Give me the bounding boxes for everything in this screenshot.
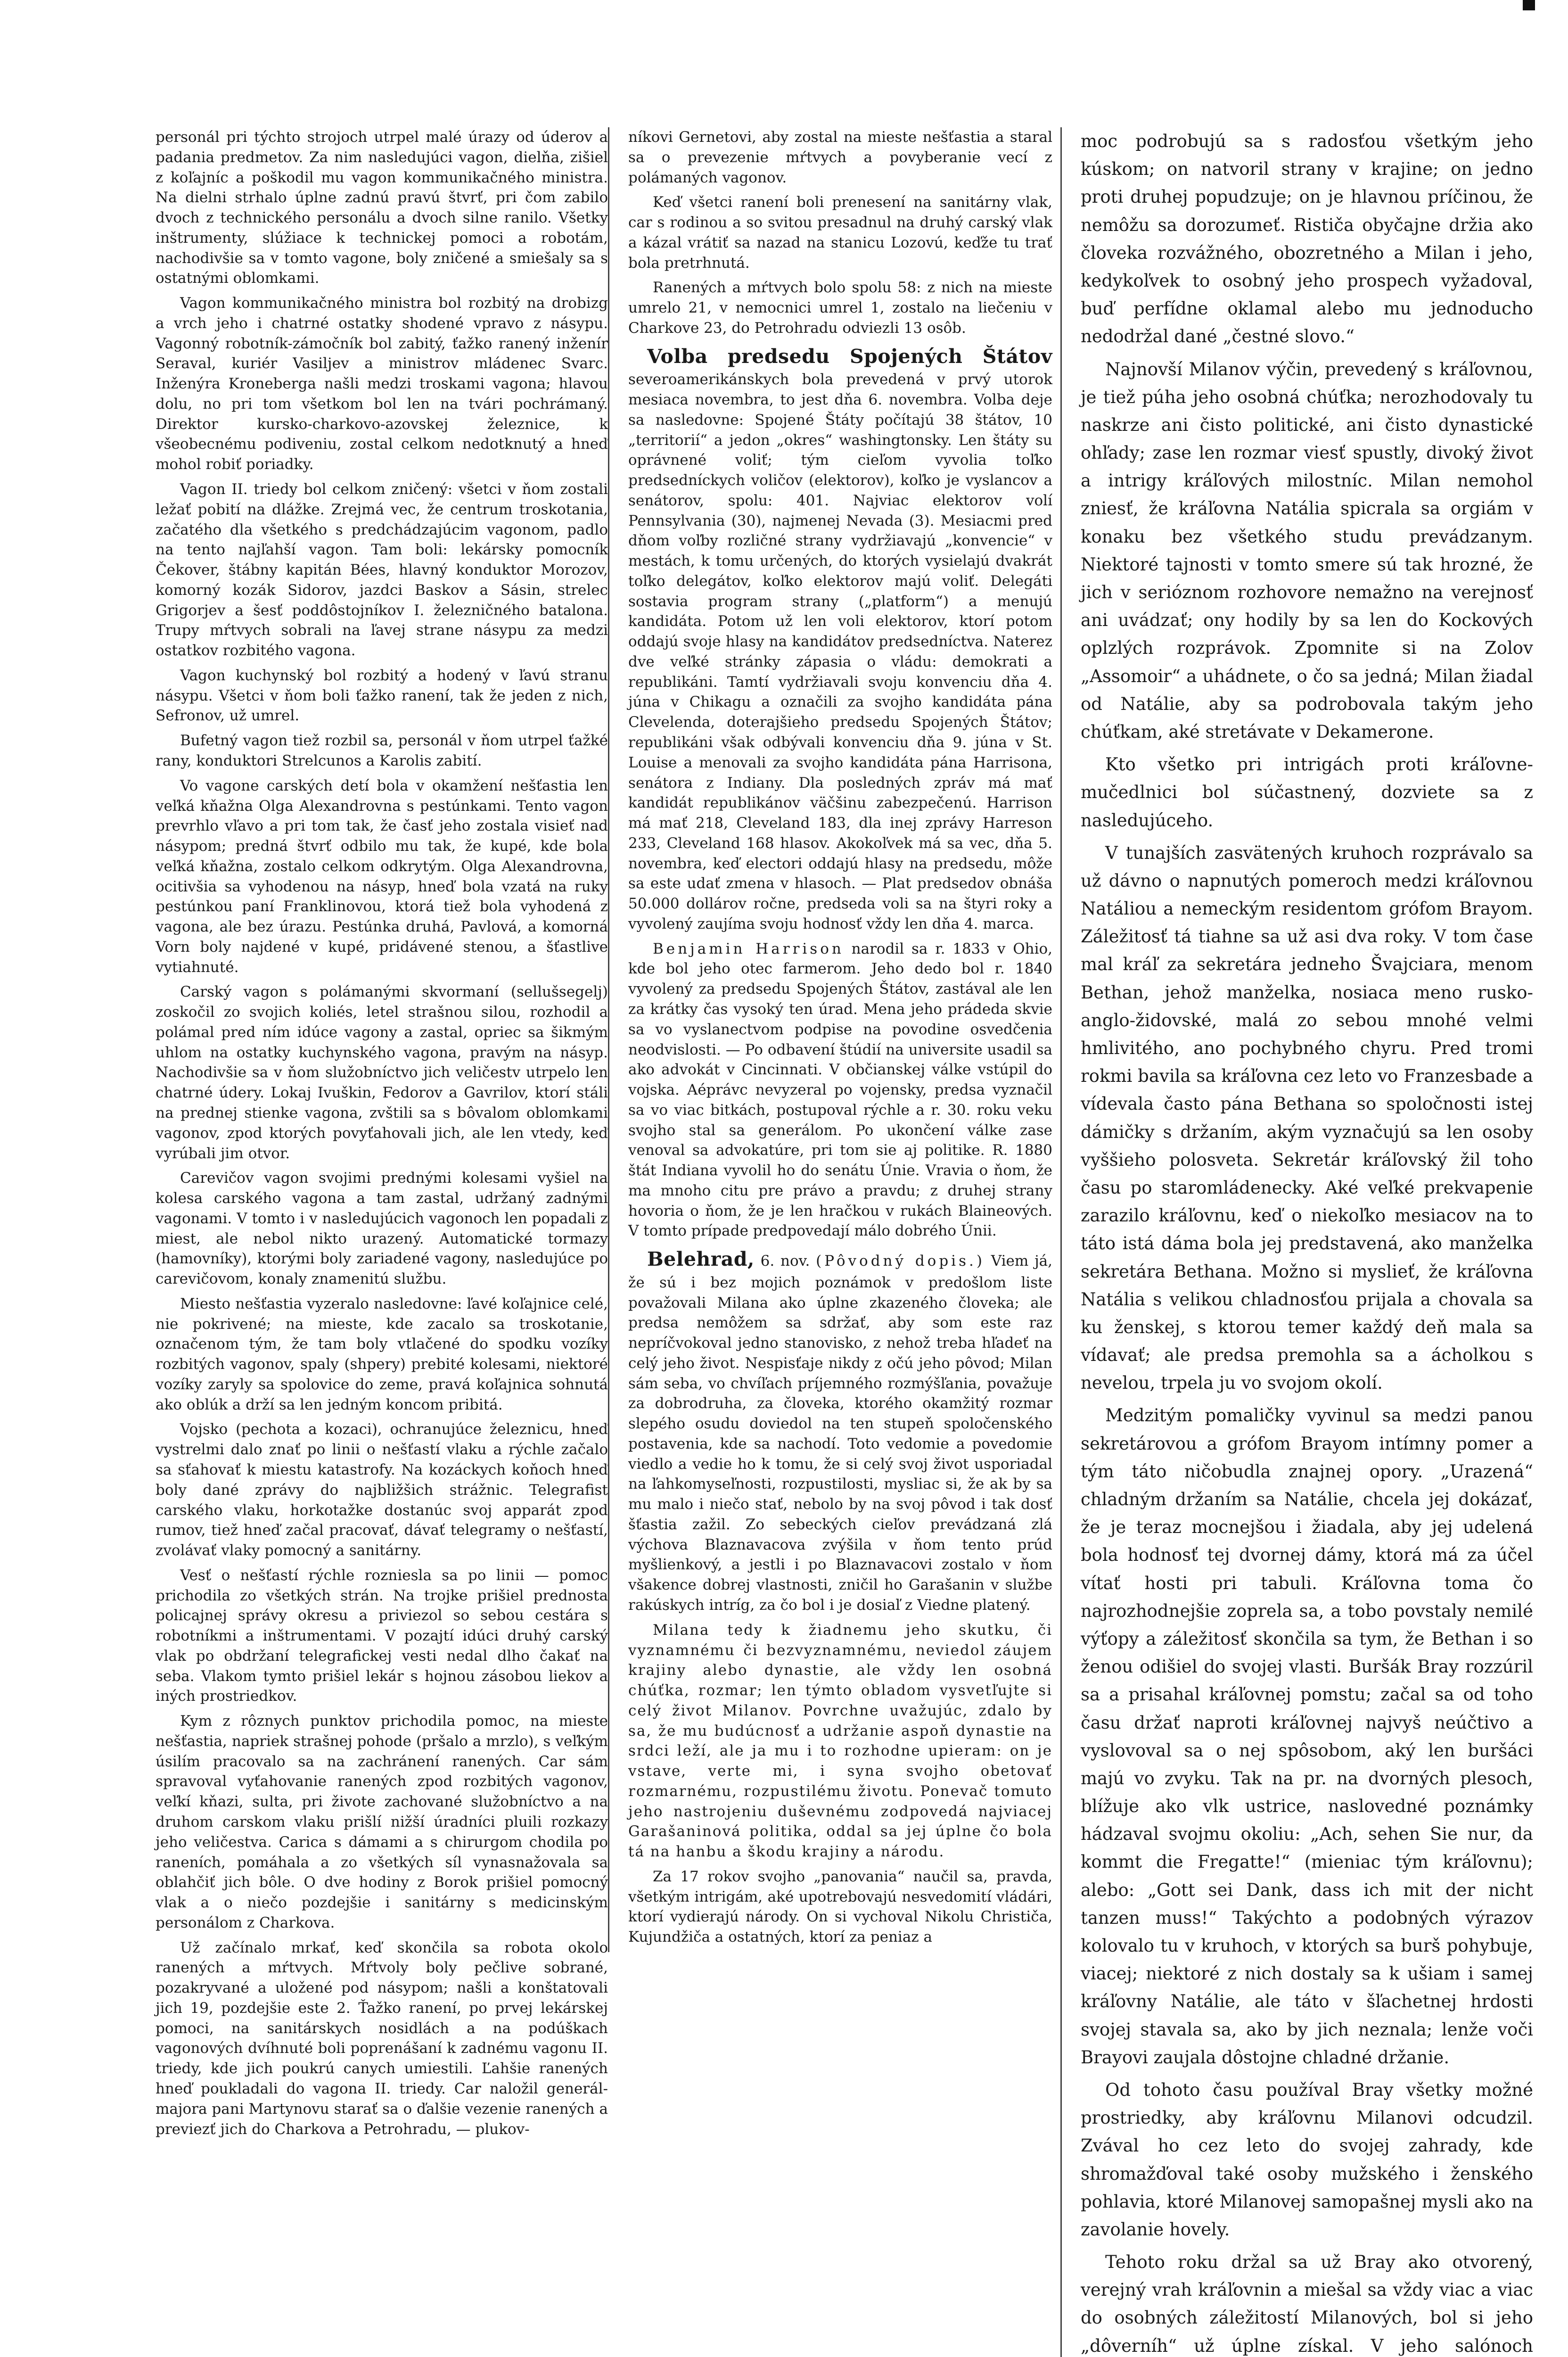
article-paragraph: Medzitým pomaličky vyvinul sa medzi panou sekretárovou a grófom Brayom intímny pomer a tým táto ničobudla znajnej opory. „Urazená“ chladným držaním sa Natálie, chcela jej dokázať, že je teraz mocnejšou i žiadala, aby jej udelená bola hodnosť tej dvornej dámy, ktorá má za účel vítať hosti pri tabuli. Kráľovna toma čo najrozhodnejšie zoprela sa, a tobo povstaly nemilé výťopy a záležitosť skončila sa tym, že Bethan i so ženou odišiel do svojej vlasti. Buršák Bray rozzúril sa a prisahal kráľovnej pomstu; začal sa od toho času držať naproti kráľovnej najvyš neúčtivo a vyslovoval sa o nej spôsobom, aký len buršáci majú vo zvyku. Tak na pr. na dvorných plesoch, blížuje ako vlk ustrice, naslovedné poznámky hádzaval svojmu okoliu: „Ach, sehen Sie nur, da kommt die Fregatte!“ (mieniac tým kráľovnu); alebo: „Gott sei Dank, dass ich mit der nicht tanzen muss!“ Takýchto a podobných výrazov kolovalo tu v kruhoch, v ktorých sa burš pohybuje, viacej; niektoré z nich dostaly sa k ušiam i samej kráľovny Natálie, ale táto v šľachetnej hrdosti svojej stavala sa, ako by jich neznala; lenže voči Brayovi zaujala dôstojne chladné držanie. <box>1081 1405 1533 2068</box>
article-paragraph: Za 17 rokov svojho „panovania“ naučil sa, pravda, všetkým intrigám, aké upotrebovajú nesvedomití vládári, ktorí vydierajú národy. On si vychoval Nikolu Christiča, Kujundžiča a ostatných, ktorí za peniaz a <box>628 1868 1052 1946</box>
article-paragraph: Vesť o nešťastí rýchle rozniesla sa po linii — pomoc prichodila zo všetkých strán. Na trojke prišiel prednosta policajnej správy okresu a priviezol so sebou cestára s robotníkmi a inštrumentami. V pozajtí idúci druhý carský vlak po obdržaní telegrafickej vesti nedal dlho čakať na seba. Vlakom tymto prišiel lekár s hojnou zásobou liekov a iných prostriedkov. <box>156 1566 608 1705</box>
article-paragraph: Keď všetci ranení boli prenesení na sanitárny vlak, car s rodinou a so svitou presadnul na druhý carský vlak a kázal vrátiť sa nazad na stanicu Lozovú, keďže tu trať bola pretrhnutá. <box>628 194 1052 272</box>
dateline-city: Belehrad, <box>647 1248 755 1271</box>
article-paragraph: personál pri týchto strojoch utrpel malé úrazy od úderov a padania predmetov. Za nim nasledujúci vagon, dielňa, zišiel z koľajníc a poškodil mu vagon kommunikačného ministra. Na dielni strhalo úplne zadnú pravú štvrť, pri čom zabilo dvoch z technického personálu a dvoch silne ranilo. Všetky inštrumenty, slúžiace k technickej pomoci a robotám, nachodivšie sa v tomto vagone, boly zničené a smiešaly sa s ostatnými oblomkami. <box>156 129 608 287</box>
article-paragraph: Od tohoto času používal Bray všetky možné prostriedky, aby kráľovnu Milanovi odcudzil. Zvával ho cez leto do svojej zahrady, kde shromažďoval také osoby mužského i ženského pohlavia, ktoré Milanovej samopašnej mysli ako na zavolanie hovely. <box>1081 2079 1533 2240</box>
article-paragraph: Vagon kuchynský bol rozbitý a hodený v ľavú stranu násypu. Všetci v ňom boli ťažko ranení, tak že jeden z nich, Sefronov, už umrel. <box>156 667 608 725</box>
article-paragraph: Tehoto roku držal sa už Bray ako otvorený, verejný vrah kráľovnin a miešal sa vždy viac a viac do osobných záležitostí Milanových, bol si jeho „dôverníh“ už úplne získal. V jeho salónoch <box>1081 2252 1533 2356</box>
article-paragraph: Už začínalo mrkať, keď skončila sa robota okolo ranených a mŕtvych. Mŕtvoly boly pečlive sobrané, pozakryvané a uložené pod násypom; našli a konštatovali jich 19, pozdejšie este 2. Ťažko ranení, po prvej lekárskej pomoci, na sanitárskych nosidlách a na podúškach vagonových dvíhnuté boli poprenášaní k zadnému vagonu II. triedy, kde jich poukrú canych umiestili. Ľahšie ranených hneď poukladali do vagona II. triedy. Car naložil generál-majora pani Martynovu starať sa o ďalšie vezenie ranených a previezť jich do Charkova a Petrohradu, — plukov- <box>156 1939 608 2138</box>
dateline-date: 6. nov. <box>760 1253 810 1270</box>
article-paragraph: V tunajších zasvätených kruhoch rozprávalo sa už dávno o napnutých pomeroch medzi kráľovnou Natáliou a nemeckým residentom grófom Brayom. Záležitosť tá tiahne sa už asi dva roky. V tom čase mal kráľ za sekretára jedneho Švajciara, menom Bethan, jehož manželka, nosiaca meno rusko-anglo-židovské, malá zo sebou mnohé velmi hmlivitého, ano pochybného chyru. Pred tromi rokmi bavila sa kráľovna cez leto vo Franzesbade a vídevala často pána Bethana so spoločnosti istej dámičky s držaním, akým vyznačujú sa len osoby vyššieho polosveta. Sekretár kráľovský žil toho času po staromládenecky. Aké veľké prekvapenie zarazilo kráľovnu, keď o niekoľko mesiacov na to táto istá dáma bola jej predstavená, ako manželka sekretára Bethana. Možno si myslieť, že kráľovna Natália s velikou chladnosťou prijala a chovala sa ku ženskej, s ktorou temer každý deň mala sa vídavať; ale predsa premohla sa a ácholkou s nevelou, trpela ju vo svojom okolí. <box>1081 842 1533 1393</box>
article-body: severoamerikánskych bola prevedená v prvý utorok mesiaca novembra, to jest dňa 6. novembra. Volba deje sa nasledovne: Spojené Štáty počítajú 38 štátov, 10 „territorií“ a jedon „okres“ washingtonsky. Len štáty su oprávnené voliť; tým cieľom vyvolia toľko predsedníckych voličov (elektorov), koľko je vyslancov a senátorov, spolu: 401. Najviac elektorov volí Pennsylvania (30), najmenej Nevada (3). Mesiacmi pred dňom voľby rozličné strany vydržiavajú „konvencie“ v mestách, k tomu určených, do ktorých vysielajú dvakrát toľko delegátov, koľko elektorov majú voliť. Delegáti sostavia program strany („platform“) a menujú kandidáta. Potom už len voli elektorov, ktorí potom oddajú svoje hlasy na kandidátov predsedníctva. Naterez dve veľké stránky zápasia o vládu: demokrati a republikáni. Tamtí vydržiavali svoju konvenciu dňa 4. júna v Chikagu a označili za svojho kandidáta pána Clevelenda, doterajšieho predsedu Spojených Štátov; republikáni však odbývali konvenciu dňa 9. júna v St. Louise a menovali za svojho kandidáta pána Harrisona, senátora z Indiany. Dla posledných zpráv má mať kandidát republikánov väčšinu zabezpečenú. Harrison má mať 218, Cleveland 183, dla inej zprávy Harreson 233, Cleveland 168 hlasov. Akokoľvek má sa vec, dňa 5. novembra, keď electori oddajú hlasy na predsedu, môže sa este udať zmena v hlasoch. — Plat predsedov obnáša 50.000 dollárov ročne, predseda voli sa na štyri roky a vyvolený zaujíma svoju hodnosť vždy len dňa 4. marca. <box>628 371 1052 932</box>
article-paragraph: Vagon II. triedy bol celkom zničený: všetci v ňom zostali ležať pobití na dlážke. Zrejmá vec, že centrum troskotania, začatého dla všetkého s predchádzajúcim vagonom, padlo na tento najľahší vagon. Tam boli: lekársky pomocník Čekover, štábny kapitán Bées, hlavný konduktor Morozov, komorný kozák Sidorov, jazdci Baskov a Sásin, strelec Grigorjev a šesť poddôstojníkov I. železničného batalona. Trupy mŕtvych sobrali na ľavej strane násypu za medzi ostatkov rozbitého vagona. <box>156 481 608 659</box>
person-name: Benjamin Harrison <box>653 940 844 957</box>
article-body: narodil sa r. 1833 v Ohio, kde bol jeho otec farmerom. Jeho dedo bol r. 1840 vyvolený za predsedu Spojených Štátov, zastával ale len za krátky čas vysoký ten úrad. Mena jeho prádeda skvie sa vo vyslanectvom podpise na povodine osvedčenia neodvislosti. — Po odbavení štúdií na universite usadil sa ako advokát v Cincinnati. V občianskej válke vstúpil do vojska. Aéprávc nevyzeral po vojensky, predsa vyznačil sa vo viac bitkách, postupoval rýchle a r. 30. roku veku svojho stal sa generálom. Po ukončení válke zase venoval sa advokatúre, pri tom sie aj politike. R. 1880 štát Indiana vyvolil ho do senátu Únie. Vravia o ňom, že ma mnoho citu pre právo a pravdu; z druhej strany hovoria o ňom, že je len hračkou v rukách Blaineových. V tomto prípade predpovedají málo dobrého Únii. <box>628 940 1053 1240</box>
article-paragraph: Kto všetko pri intrigách proti kráľovne-mučedlnici bol súčastnený, dozviete sa z nasledujúceho. <box>1081 754 1533 831</box>
article-paragraph: Carský vagon s polámanými skvormaní (sellušsegelj) zoskočil zo svojich koliés, letel strašnou silou, rozhodil a polámal pred ním idúce vagony a zastal, opriec sa šikmým uhlom na ostatky kuchynského vagona, pravým na násyp. Nachodivšie sa v ňom služobníctvo jich veličestv utrpelo len chatrné údery. Lokaj Ivuškin, Fedorov a Gavrilov, ktorí stáli na prednej stienke vagona, zvštili sa s bôvalom oblomkami vagonov, zpod ktorých povyťahovali jich, ale len vtedy, keď vyrúbali jim otvor. <box>156 983 608 1162</box>
article-paragraph: Bufetný vagon tiež rozbil sa, personál v ňom utrpel ťažké rany, konduktori Strelcunos a Karolis zabití. <box>156 732 608 769</box>
article-paragraph: Najnovší Milanov výčin, prevedený s kráľovnou, je tiež púha jeho osobná chúťka; nerozhodovaly tu naskrze ani čisto politické, ani čisto dynastické ohľady; zase len rozmar viesť spustly, divoký život a intrigy kráľových milostníc. Milan nemohol zniesť, že kráľovna Natália spicrala sa orgiám v konaku bez všetkého studu prevádzanym. Niektoré tajnosti v tomto smere sú tak hrozné, že jich v serióznom rozhovore nemažno na verejnosť ani uvádzať; ony hodily by sa len do Kockových oplzlých rozprávok. Zpomnite si na Zolov „Assomoir“ a uhádnete, o čo sa jedná; Milan žiadal od Natálie, aby sa podrobovala takým jeho chúťkam, aké stretávate v Dekamerone. <box>1081 359 1533 742</box>
column-right <box>1060 127 1533 2357</box>
election-article <box>628 343 1052 934</box>
column-left <box>156 127 608 2144</box>
column-middle <box>608 127 1052 1952</box>
scan-edge-mark <box>1523 0 1535 10</box>
article-paragraph: Kym z rôznych punktov prichodila pomoc, na mieste nešťastia, napriek strašnej pohode (pršalo a mrzlo), s veľkým úsilím pracovalo sa na zachránení ranených. Car sám spravoval vyťahovanie ranených zpod rozbitých vagonov, veľkí kňazi, sulta, pri živote zachované služobníctvo a na druhom carskom vlaku prišlí nižší úradníci pluili rozkazy jeho veličestva. Carica s dámami a s chirurgom chodila po raneních, pomáhala a zo všetkých síl vynasnažovala sa oblahčiť jich bôle. O dve hodiny z Borok prišiel pomocný vlak a o niečo pozdejšie i sanitárny s medicinským personálom z Charkova. <box>156 1713 608 1931</box>
article-paragraph-spaced: Milana tedy k žiadnemu jeho skutku, či vyznamnému či bezvyznamnému, neviedol záujem krajiny alebo dynastie, ale vždy len osobná chúťka, rozmar; len týmto obladom vysvetľujte si celý život Milanov. Povrchne uvažujúc, zdalo by sa, že mu budúcnosť a udržanie aspoň dynastie na srdci leží, ale ja mu i to rozhodne upieram: on je vstave, verte mi, i syna svojho obetovať rozmarnému, rozpustilému životu. Ponevač tomuto jeho nastrojeniu duševnému zodpovedá najviacej Garašaninová politika, oddal sa jej úplne čo bola tá na hanbu a škodu krajiny a národu. <box>628 1621 1052 1861</box>
dateline-source: (Pôvodný dopis.) <box>816 1253 985 1270</box>
article-paragraph: Vojsko (pechota a kozaci), ochranujúce železnicu, hneď vystrelmi dalo znať po linii o nešťastí vlaku a rýchle začalo sa sťahovať k miestu katastrofy. Na kozáckych koňoch hneď boly dané zprávy do najbližšich strážnic. Telegrafist carského vlaku, horkotažke dostanúc svoj apparát zpod rumov, tiež hneď začal pracovať, dávať telegramy o nešťastí, zvolávať vlaky pomocný a sanitárny. <box>156 1421 608 1559</box>
article-paragraph: Carevičov vagon svojimi prednými kolesami vyšiel na kolesa carského vagona a tam zastal, udržaný zadnými vagonami. V tomto i v nasledujúcich vagonoch len popadali z miest, ale nebol nikto urazený. Automatické tormazy (hamovníky), ktorými boly zariadené vagony, nasledujúce po carevičovom, konaly znamenitú službu. <box>156 1170 608 1288</box>
article-paragraph: níkovi Gernetovi, aby zostal na mieste nešťastia a staral sa o prevezenie mŕtvych a povyberanie vecí z polámaných vagonov. <box>628 129 1052 186</box>
belgrade-dispatch <box>628 1246 1052 1615</box>
article-paragraph: Vagon kommunikačného ministra bol rozbitý na drobizg a vrch jeho i chatrné ostatky shodené vpravo z násypu. Vagonný robotník-zámočník bol zabitý, ťažko ranený inženír Seraval, kuriér Vasiljev a ministrov mládenec Svarc. Inženýra Kroneberga našli medzi troskami vagona; hlavou dolu, no pri tom všetkom bol len na tvári pochrámaný. Direktor kursko-charkovo-azovskej železnice, k všeobecnému podiveniu, zostal celkom nedotknutý a hneď mohol robiť poriadky. <box>156 295 608 473</box>
harrison-paragraph <box>628 939 1052 1241</box>
article-paragraph: Vo vagone carských detí bola v okamžení nešťastia len veľká kňažna Olga Alexandrovna s pestúnkami. Tento vagon prevrhlo vľavo a pri tom tak, že časť jeho zostala visieť nad násypom; predná štvrť odbilo mu tak, že kupé, kde bola veľká kňažna, zostalo celkom odkrytým. Olga Alexandrovna, ocitivšia sa vyhodenou na násyp, hneď bola vzatá na ruky pestúnkou paní Franklinovou, ktorá tiež bola vyhodená z vagona, ale bez úrazu. Pestúnka druhá, Pavlová, a komorná Vorn boly najdené v kupé, pridávené stenou, a šťastlive vytiahnuté. <box>156 777 608 976</box>
article-headline: Volba predsedu Spojených Štátov <box>647 345 1052 368</box>
article-paragraph: moc podrobujú sa s radosťou všetkým jeho kúskom; on natvoril strany v krajine; on jedno proti druhej popudzuje; on je hlavnou príčinou, že nemôžu sa dorozumeť. Rističa obyčajne držia ako človeka rozvážného, obozretného a Milan i jeho, kedykoľvek to osobný jeho prospech vyžadoval, buď perfídne oklamal alebo mu jednoducho nedodržal dané „čestné slovo.“ <box>1081 131 1533 347</box>
article-body: Viem já, že sú i bez mojich poznámok v predošlom liste považovali Milana ako úplne zkazeného človeka; ale predsa nemôžem sa sdržať, aby som este raz nepríčvokoval jedno stanovisko, z nehož treba hľadeť na celý jeho život. Nespisťaje nikdy z očú jeho pôvod; Milan sám seba, vo chvíľach príjemného rozmýšľania, považuje za dobrodruha, za človeka, ktorého okamžitý rozmar slepého osudu doviedol na ten stupeň spoločenského postavenia, kde sa nachodí. Toto vedomie a povedomie viedlo a vedie ho k tomu, že si celý svoj život usporiadal na ľahkomyseľnosti, rozpustilosti, mysliac si, že ak by sa mu malo i niečo stať, nebolo by na svoj pôvod i tak dosť šťastia zažil. Zo sebeckých cieľov prevádzaná zlá výchova Blaznavacova zvýšila v ňom tento prúd myšlienkový, a jestli i po Blaznavacovi zostalo v ňom všakence dobrej vlastnosti, zničil ho Garašanin v službe rakúskych intríg, za čo bol i je dosiaľ z Viedne platený. <box>628 1253 1053 1614</box>
article-paragraph: Miesto nešťastia vyzeralo nasledovne: ľavé koľajnice celé, nie pokrivené; na mieste, kde zacalo sa troskotanie, označenom tým, že tam boly vtlačené do spodku vozíky rozbitých vagonov, spaly (shpery) prebité kolesami, niektoré vozíky zaryly sa spolovice do zeme, pravá koľajnica sohnutá ako oblúk a drží sa len jedným koncom pribitá. <box>156 1295 608 1413</box>
article-paragraph: Ranených a mŕtvych bolo spolu 58: z nich na mieste umrelo 21, v nemocnici umrel 1, zostalo na liečeniu v Charkove 23, do Petrohradu odviezli 13 osôb. <box>628 279 1052 337</box>
